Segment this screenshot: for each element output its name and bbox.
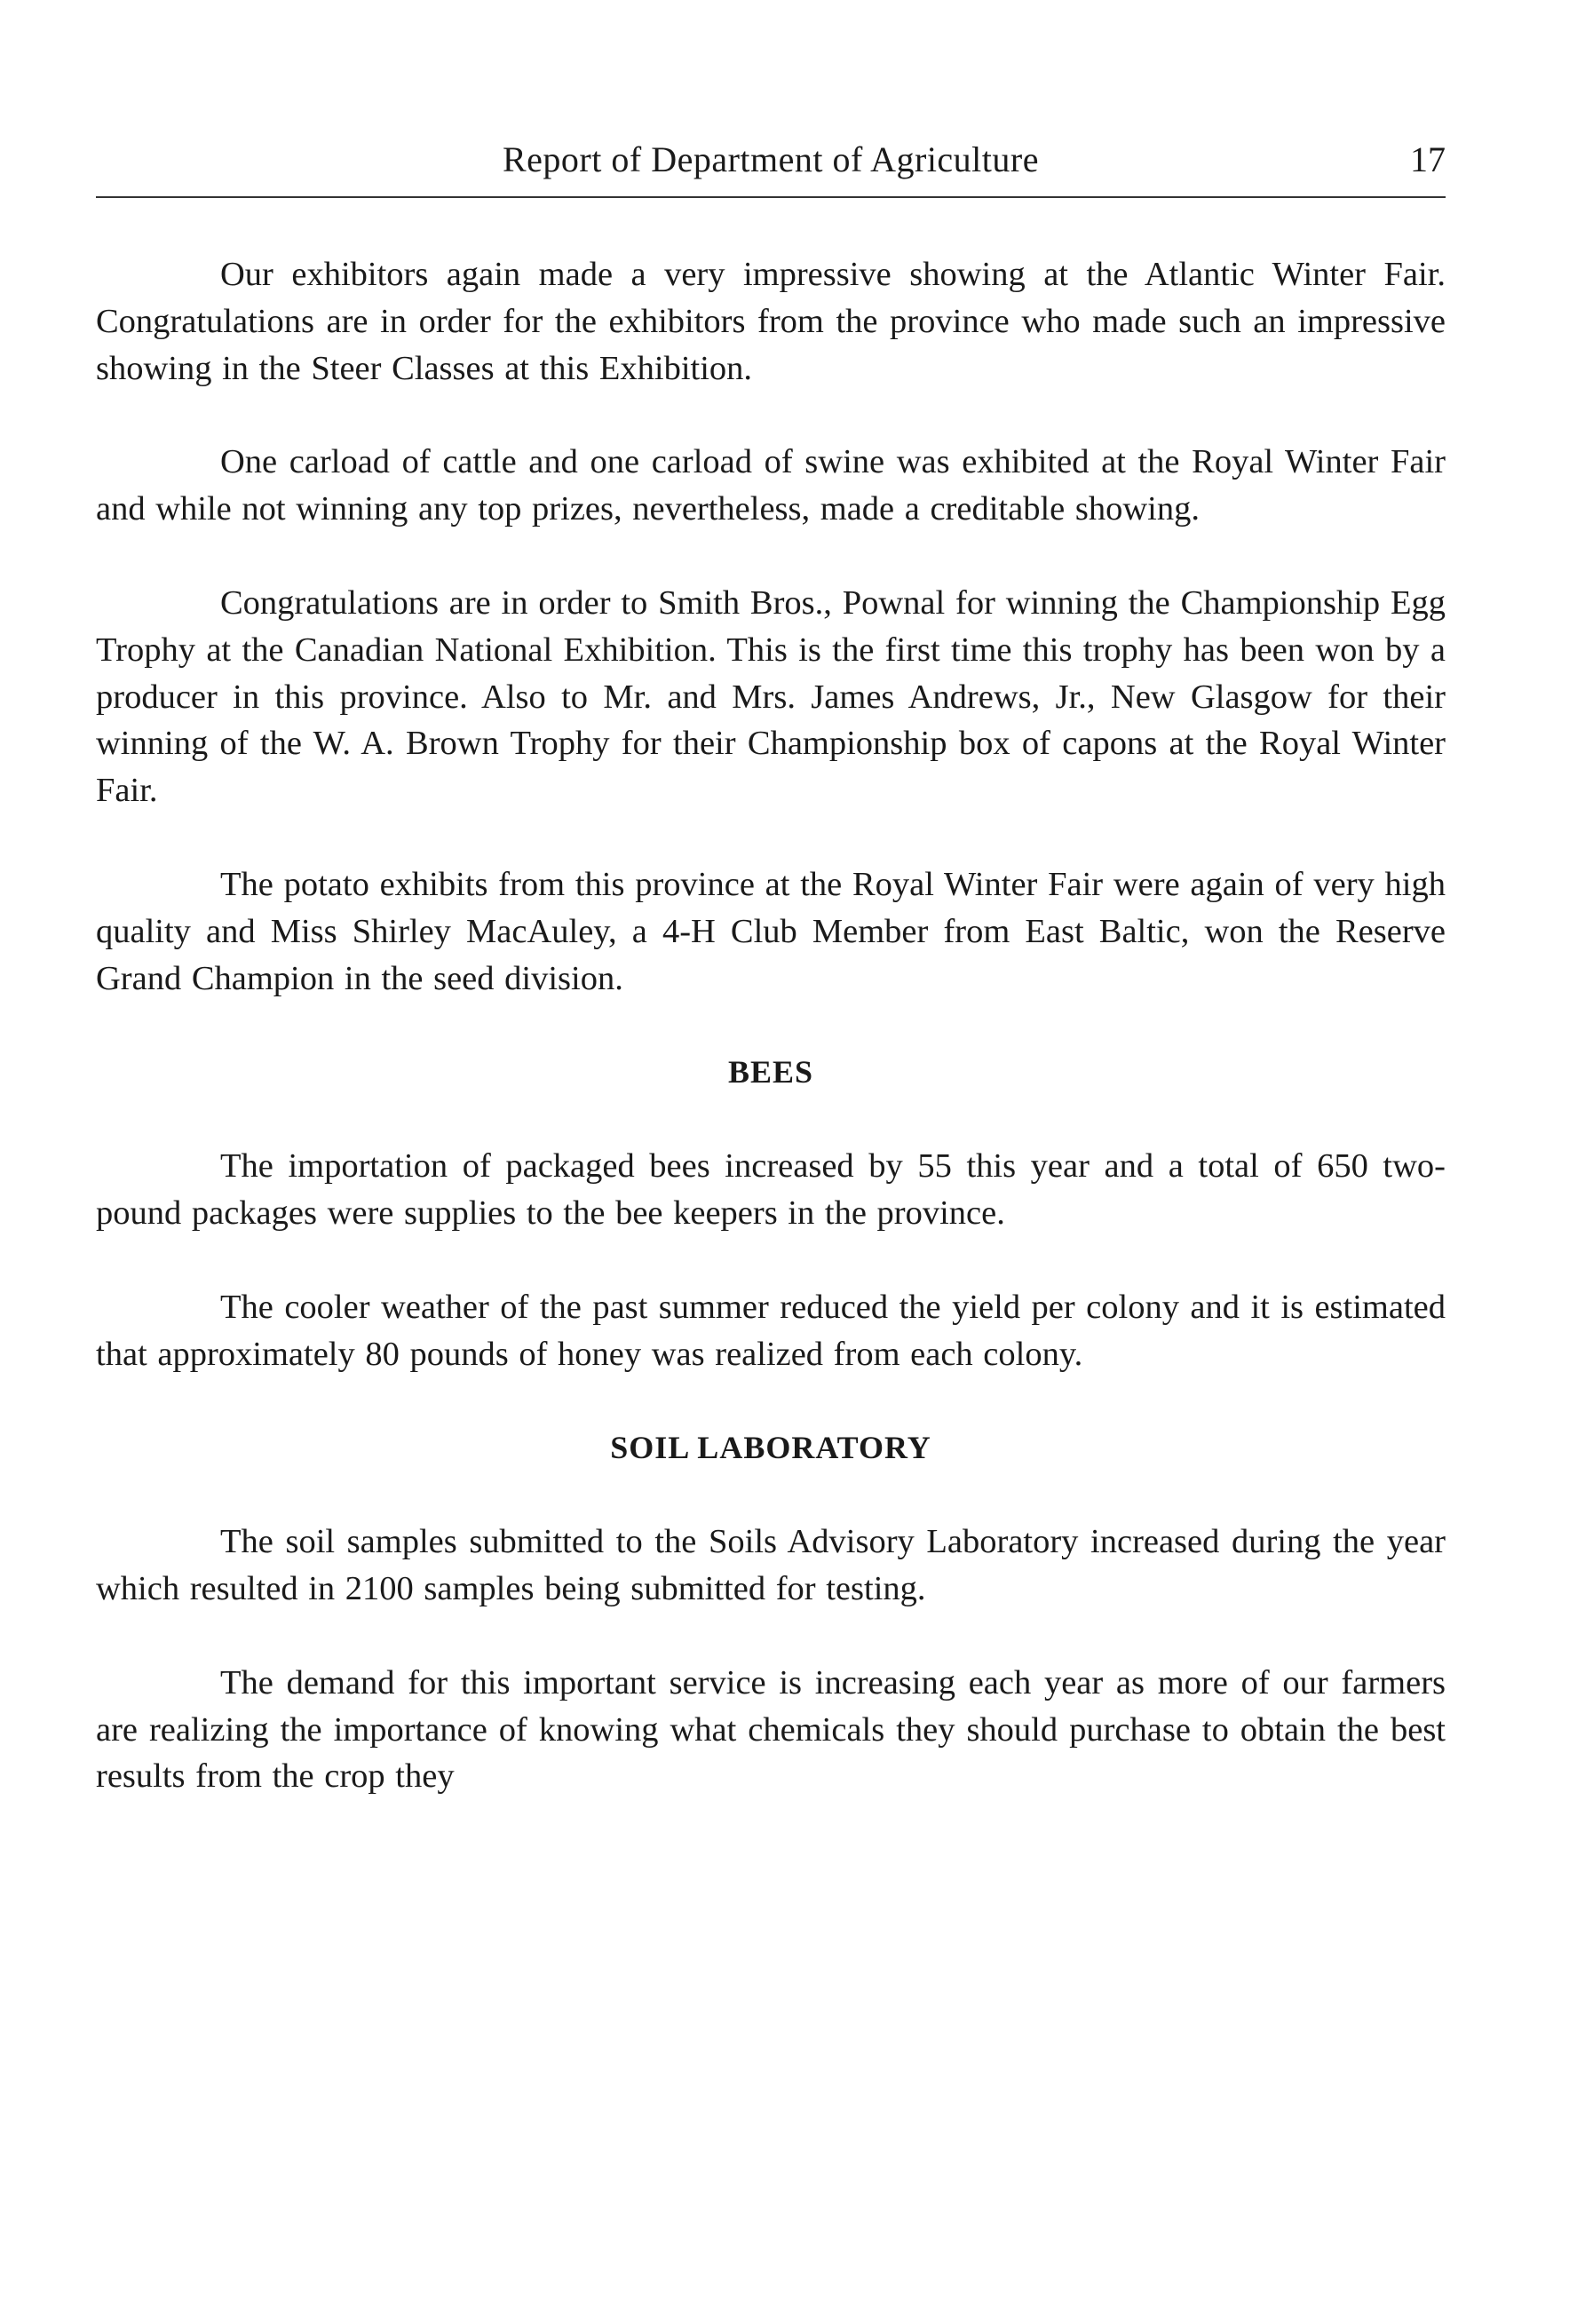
paragraph-soil-demand: The demand for this important service is increasing each year as more of our farmers are realizing the importance of knowing what chemicals they should purchase to obtain the best results from the crop they (96, 1663, 1446, 1796)
body-text (96, 251, 1446, 1800)
paragraph-potato: The potato exhibits from this province at the Royal Winter Fair were again of very high quality and Miss Shirley MacAuley, a 4-H Club Member from East Baltic, won the Reserve Grand Champion in the seed division. (96, 865, 1446, 997)
running-header (96, 133, 1446, 195)
paragraph-congratulations: Congratulations are in order to Smith Bros., Pownal for winning the Championship Egg Trophy at the Canadian National Exhibition. This is the first time this trophy has been won by a producer in this province. Also to Mr. and Mrs. James Andrews, Jr., New Glasgow for their winning of the W. A. Brown Trophy for their Championship box of capons at the Royal Winter Fair. (96, 583, 1446, 810)
paragraph-exhibitors: Our exhibitors again made a very impressive showing at the Atlantic Winter Fair. Congratulations are in order for the exhibitors from the province who made such an impressive showing in the Steer Classes at this Exhibition. (96, 256, 1446, 387)
section-heading-bees: BEES (727, 1054, 814, 1091)
running-title: Report of Department of Agriculture (503, 139, 1039, 179)
paragraph-bees-weather: The cooler weather of the past summer reduced the yield per colony and it is estimated that approximately 80 pounds of honey was realized from each colony. (96, 1288, 1446, 1373)
paragraph-bees-importation: The importation of packaged bees increased by 55 this year and a total of 650 two-pound packages were supplies to the bee keepers in the province. (96, 1147, 1446, 1232)
page-number: 17 (1410, 139, 1446, 179)
paragraph-carloads: One carload of cattle and one carload of swine was exhibited at the Royal Winter Fair and while not winning any top prizes, nevertheless, made a creditable showing. (96, 443, 1446, 528)
paragraph-soil-samples: The soil samples submitted to the Soils Advisory Laboratory increased during the year which resulted in 2100 samples being submitted for testing. (96, 1523, 1446, 1607)
section-heading-soil-laboratory: SOIL LABORATORY (610, 1430, 931, 1466)
header-rule (96, 196, 1446, 198)
